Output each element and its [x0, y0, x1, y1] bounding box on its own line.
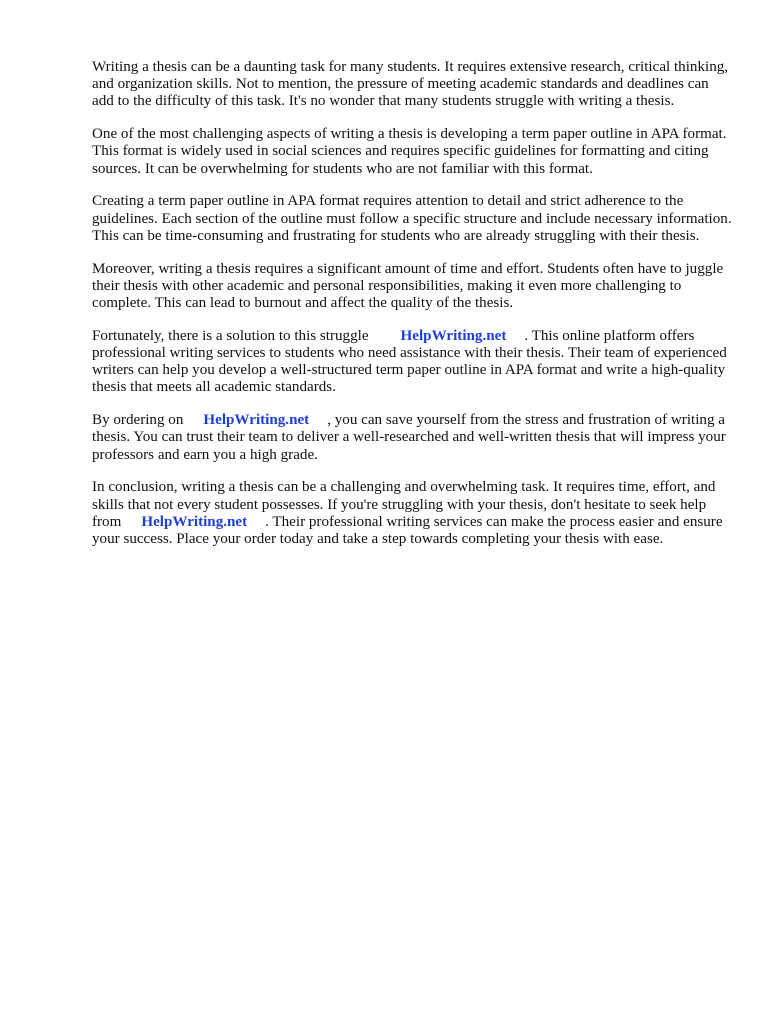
paragraph-4: Moreover, writing a thesis requires a significant amount of time and effort. Students often have to juggle their thesis with other academic and personal responsibilities, making it even more challenging to complete. This can lead to burnout and affect the quality of the thesis.	[92, 260, 724, 312]
helpwriting-link-3[interactable]: HelpWriting.net	[141, 513, 248, 530]
paragraph-5	[92, 328, 732, 397]
paragraph-7-text-before: In conclusion, writing a thesis can be a challenging and overwhelming task. It requires time, effort, and skills that not every student possesses. If you're struggling with your thesis, don't hesitate to seek help from	[92, 479, 716, 530]
paragraph-5-text-before: Fortunately, there is a solution to this struggle	[92, 327, 369, 344]
paragraph-3: Creating a term paper outline in APA format requires attention to detail and strict adherence to the guidelines. Each section of the outline must follow a specific structure and include necessary information. This can be time-consuming and frustrating for students who are already struggling with their thesis.	[92, 193, 732, 244]
helpwriting-link-1[interactable]: HelpWriting.net	[400, 327, 507, 344]
paragraph-1: Writing a thesis can be a daunting task for many students. It requires extensive research, critical thinking, and organization skills. Not to mention, the pressure of meeting academic standards and deadlines can add to the difficulty of this task. It's no wonder that many students struggle with writing a thesis.	[92, 59, 729, 110]
paragraph-7-text-after: . Their professional writing services can make the process easier and ensure your success. Place your order today and take a step towards completing your thesis with ease.	[92, 513, 723, 548]
paragraph-6	[92, 412, 732, 464]
paragraph-2: One of the most challenging aspects of writing a thesis is developing a term paper outline in APA format. This format is widely used in social sciences and requires specific guidelines for formatting and citing sources. It can be overwhelming for students who are not familiar with this format.	[92, 126, 727, 177]
paragraph-7	[92, 479, 732, 548]
document-page	[92, 59, 732, 564]
paragraph-6-text-before: By ordering on	[92, 412, 184, 429]
helpwriting-link-2[interactable]: HelpWriting.net	[203, 412, 310, 429]
paragraph-5-text-after: . This online platform offers professional writing services to students who need assistance with their thesis. Their team of experienced writers can help you develop a well-structured term paper outline in APA format and write a high-quality thesis that meets all academic standards.	[92, 327, 727, 396]
paragraph-6-text-after: , you can save yourself from the stress and frustration of writing a thesis. You can trust their team to deliver a well-researched and well-written thesis that will impress your professors and earn you a high grade.	[92, 412, 726, 463]
